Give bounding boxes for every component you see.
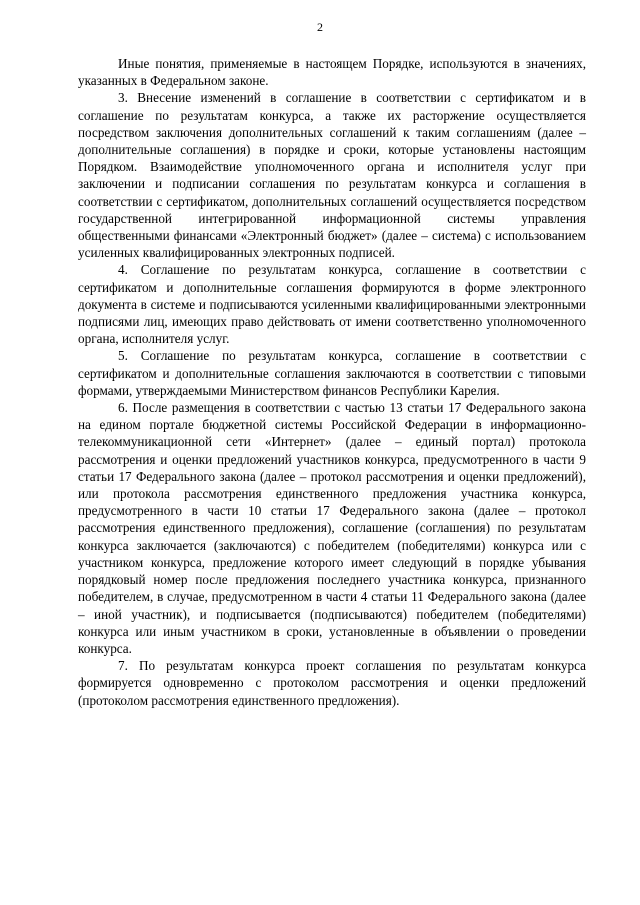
paragraph-7: 7. По результатам конкурса проект соглашения по результатам конкурса формируется одновременно с протоколом рассмотрения и оценки предложений (протоколом рассмотрения единственного предложения). [78, 658, 586, 708]
page-number: 2 [317, 20, 323, 34]
paragraph-6: 6. После размещения в соответствии с частью 13 статьи 17 Федерального закона на едином портале бюджетной системы Российской Федерации в информационно-телекоммуникационной сети «Интернет» (далее – единый портал) протокола рассмотрения и оценки предложений участников конкурса, предусмотренного в части 9 статьи 17 Федерального закона (далее – протокол рассмотрения и оценки предложений), или протокола рассмотрения единственного предложения участника конкурса, предусмотренного в части 10 статьи 17 Федерального закона (далее – протокол рассмотрения единственного предложения), соглашение (соглашения) по результатам конкурса заключается (заключаются) с победителем (победителями) конкурса или с участником конкурса, предложение которого имеет следующий в порядке убывания порядковый номер после предложения последнего участника конкурса, признанного победителем, в случае, предусмотренном в части 4 статьи 11 Федерального закона (далее – иной участник), и подписывается (подписываются) победителем (победителями) конкурса или иным участником в сроки, установленные в объявлении о проведении конкурса. [78, 400, 586, 656]
paragraph-4: 4. Соглашение по результатам конкурса, соглашение в соответствии с сертификатом и дополнительные соглашения формируются в форме электронного документа в системе и подписываются усиленными квалифицированными электронными подписями лиц, имеющих право действовать от имени соответственно уполномоченного органа, исполнителя услуг. [78, 262, 586, 347]
paragraph-5: 5. Соглашение по результатам конкурса, соглашение в соответствии с сертификатом и дополнительные соглашения заключаются в соответствии с типовыми формами, утверждаемыми Министерством финансов Республики Карелия. [78, 348, 586, 398]
document-body [78, 55, 586, 709]
paragraph-3: 3. Внесение изменений в соглашение в соответствии с сертификатом и в соглашение по результатам конкурса, а также их расторжение осуществляется посредством заключения дополнительных соглашений к таким соглашениям (далее – дополнительные соглашения) в порядке и сроки, которые установлены настоящим Порядком. Взаимодействие уполномоченного органа и исполнителя услуг при заключении и подписании соглашения по результатам конкурса и соглашения в соответствии с сертификатом, дополнительных соглашений осуществляется посредством государственной интегрированной информационной системы управления общественными финансами «Электронный бюджет» (далее – система) с использованием усиленных квалифицированных электронных подписей. [78, 90, 586, 261]
paragraph-definitions: Иные понятия, применяемые в настоящем Порядке, используются в значениях, указанных в Федеральном законе. [78, 56, 586, 89]
